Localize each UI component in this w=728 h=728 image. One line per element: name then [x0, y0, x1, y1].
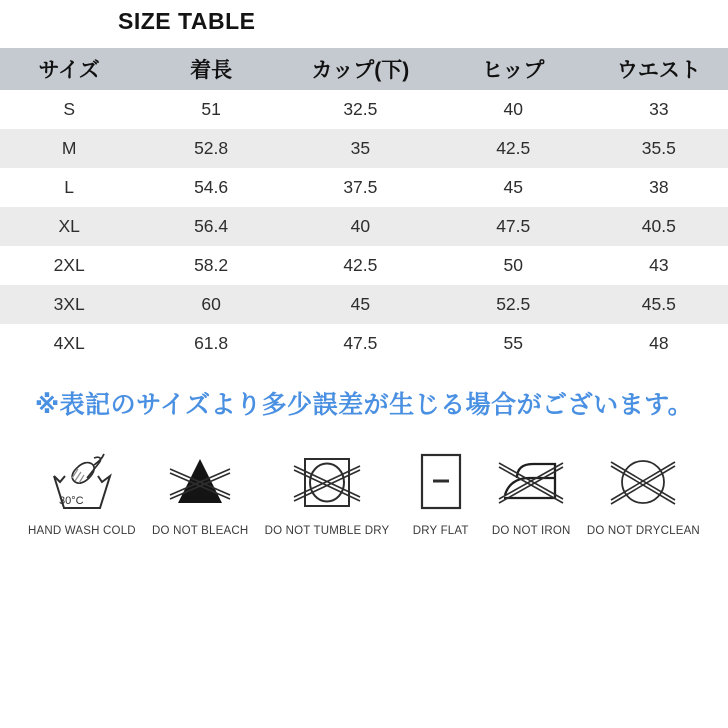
value-cell: 42.5 [437, 129, 590, 168]
value-cell: 45 [503, 177, 523, 197]
care-item-hand-wash [28, 447, 136, 537]
value-cell: 58.2 [194, 255, 229, 275]
size-cell: L [64, 177, 75, 197]
table-row [0, 129, 728, 168]
value-cell: 52.8 [138, 129, 284, 168]
value-cell: 38 [649, 177, 669, 197]
size-cell: 3XL [0, 285, 138, 324]
size-table [0, 48, 728, 363]
wash-temp-label: 30°C [58, 495, 84, 507]
value-cell: 55 [503, 333, 523, 353]
header-cell: カップ(下) [284, 48, 437, 90]
header-cell: ウエスト [590, 48, 728, 90]
table-row [0, 246, 728, 285]
size-table-body [0, 90, 728, 363]
size-tolerance-note: ※表記のサイズより多少誤差が生じる場合がございます。 [34, 391, 694, 419]
care-label: DO NOT TUMBLE DRY [264, 525, 390, 537]
value-cell: 52.5 [437, 285, 590, 324]
value-cell: 45.5 [590, 285, 728, 324]
value-cell: 61.8 [194, 333, 229, 353]
value-cell: 51 [201, 99, 221, 119]
value-cell: 35 [284, 129, 437, 168]
header-cell: サイズ [0, 48, 138, 90]
header-cell: ヒップ [437, 48, 590, 90]
table-row [0, 324, 728, 363]
value-cell: 40.5 [590, 207, 728, 246]
care-label: HAND WASH COLD [28, 525, 136, 537]
care-label: DO NOT DRYCLEAN [586, 525, 700, 537]
care-label: DO NOT IRON [491, 525, 571, 537]
table-row [0, 168, 728, 207]
care-item-do-not-bleach [152, 447, 248, 537]
value-cell: 35.5 [590, 129, 728, 168]
care-item-do-not-iron [492, 447, 571, 537]
size-cell: XL [0, 207, 138, 246]
table-row [0, 90, 728, 129]
size-cell: M [0, 129, 138, 168]
table-row [0, 285, 728, 324]
care-item-dry-flat [406, 447, 476, 537]
value-cell: 48 [649, 333, 669, 353]
value-cell: 37.5 [343, 177, 378, 197]
value-cell: 42.5 [343, 255, 378, 275]
size-cell: 4XL [53, 333, 85, 353]
value-cell: 40 [503, 99, 523, 119]
header-cell: 着長 [138, 48, 284, 90]
page-title: SIZE TABLE [118, 8, 256, 34]
size-cell: S [63, 99, 75, 119]
do-not-iron-icon [496, 447, 566, 517]
do-not-bleach-icon [165, 447, 235, 517]
value-cell: 33 [649, 99, 669, 119]
value-cell: 54.6 [194, 177, 229, 197]
care-label: DO NOT BLEACH [152, 525, 249, 537]
do-not-tumble-dry-icon [292, 447, 362, 517]
care-item-do-not-dryclean [587, 447, 700, 537]
value-cell: 47.5 [437, 207, 590, 246]
size-table-header-row [0, 48, 728, 90]
value-cell: 43 [649, 255, 669, 275]
value-cell: 60 [138, 285, 284, 324]
value-cell: 45 [284, 285, 437, 324]
hand-wash-cold-icon [47, 447, 117, 517]
value-cell: 32.5 [343, 99, 378, 119]
do-not-dryclean-icon [608, 447, 678, 517]
value-cell: 50 [503, 255, 523, 275]
value-cell: 56.4 [138, 207, 284, 246]
dry-flat-icon [406, 447, 476, 517]
value-cell: 47.5 [343, 333, 378, 353]
size-cell: 2XL [53, 255, 85, 275]
table-row [0, 207, 728, 246]
care-icons-row [0, 447, 728, 537]
value-cell: 40 [284, 207, 437, 246]
care-item-do-not-tumble-dry [265, 447, 390, 537]
care-label: DRY FLAT [412, 525, 469, 537]
